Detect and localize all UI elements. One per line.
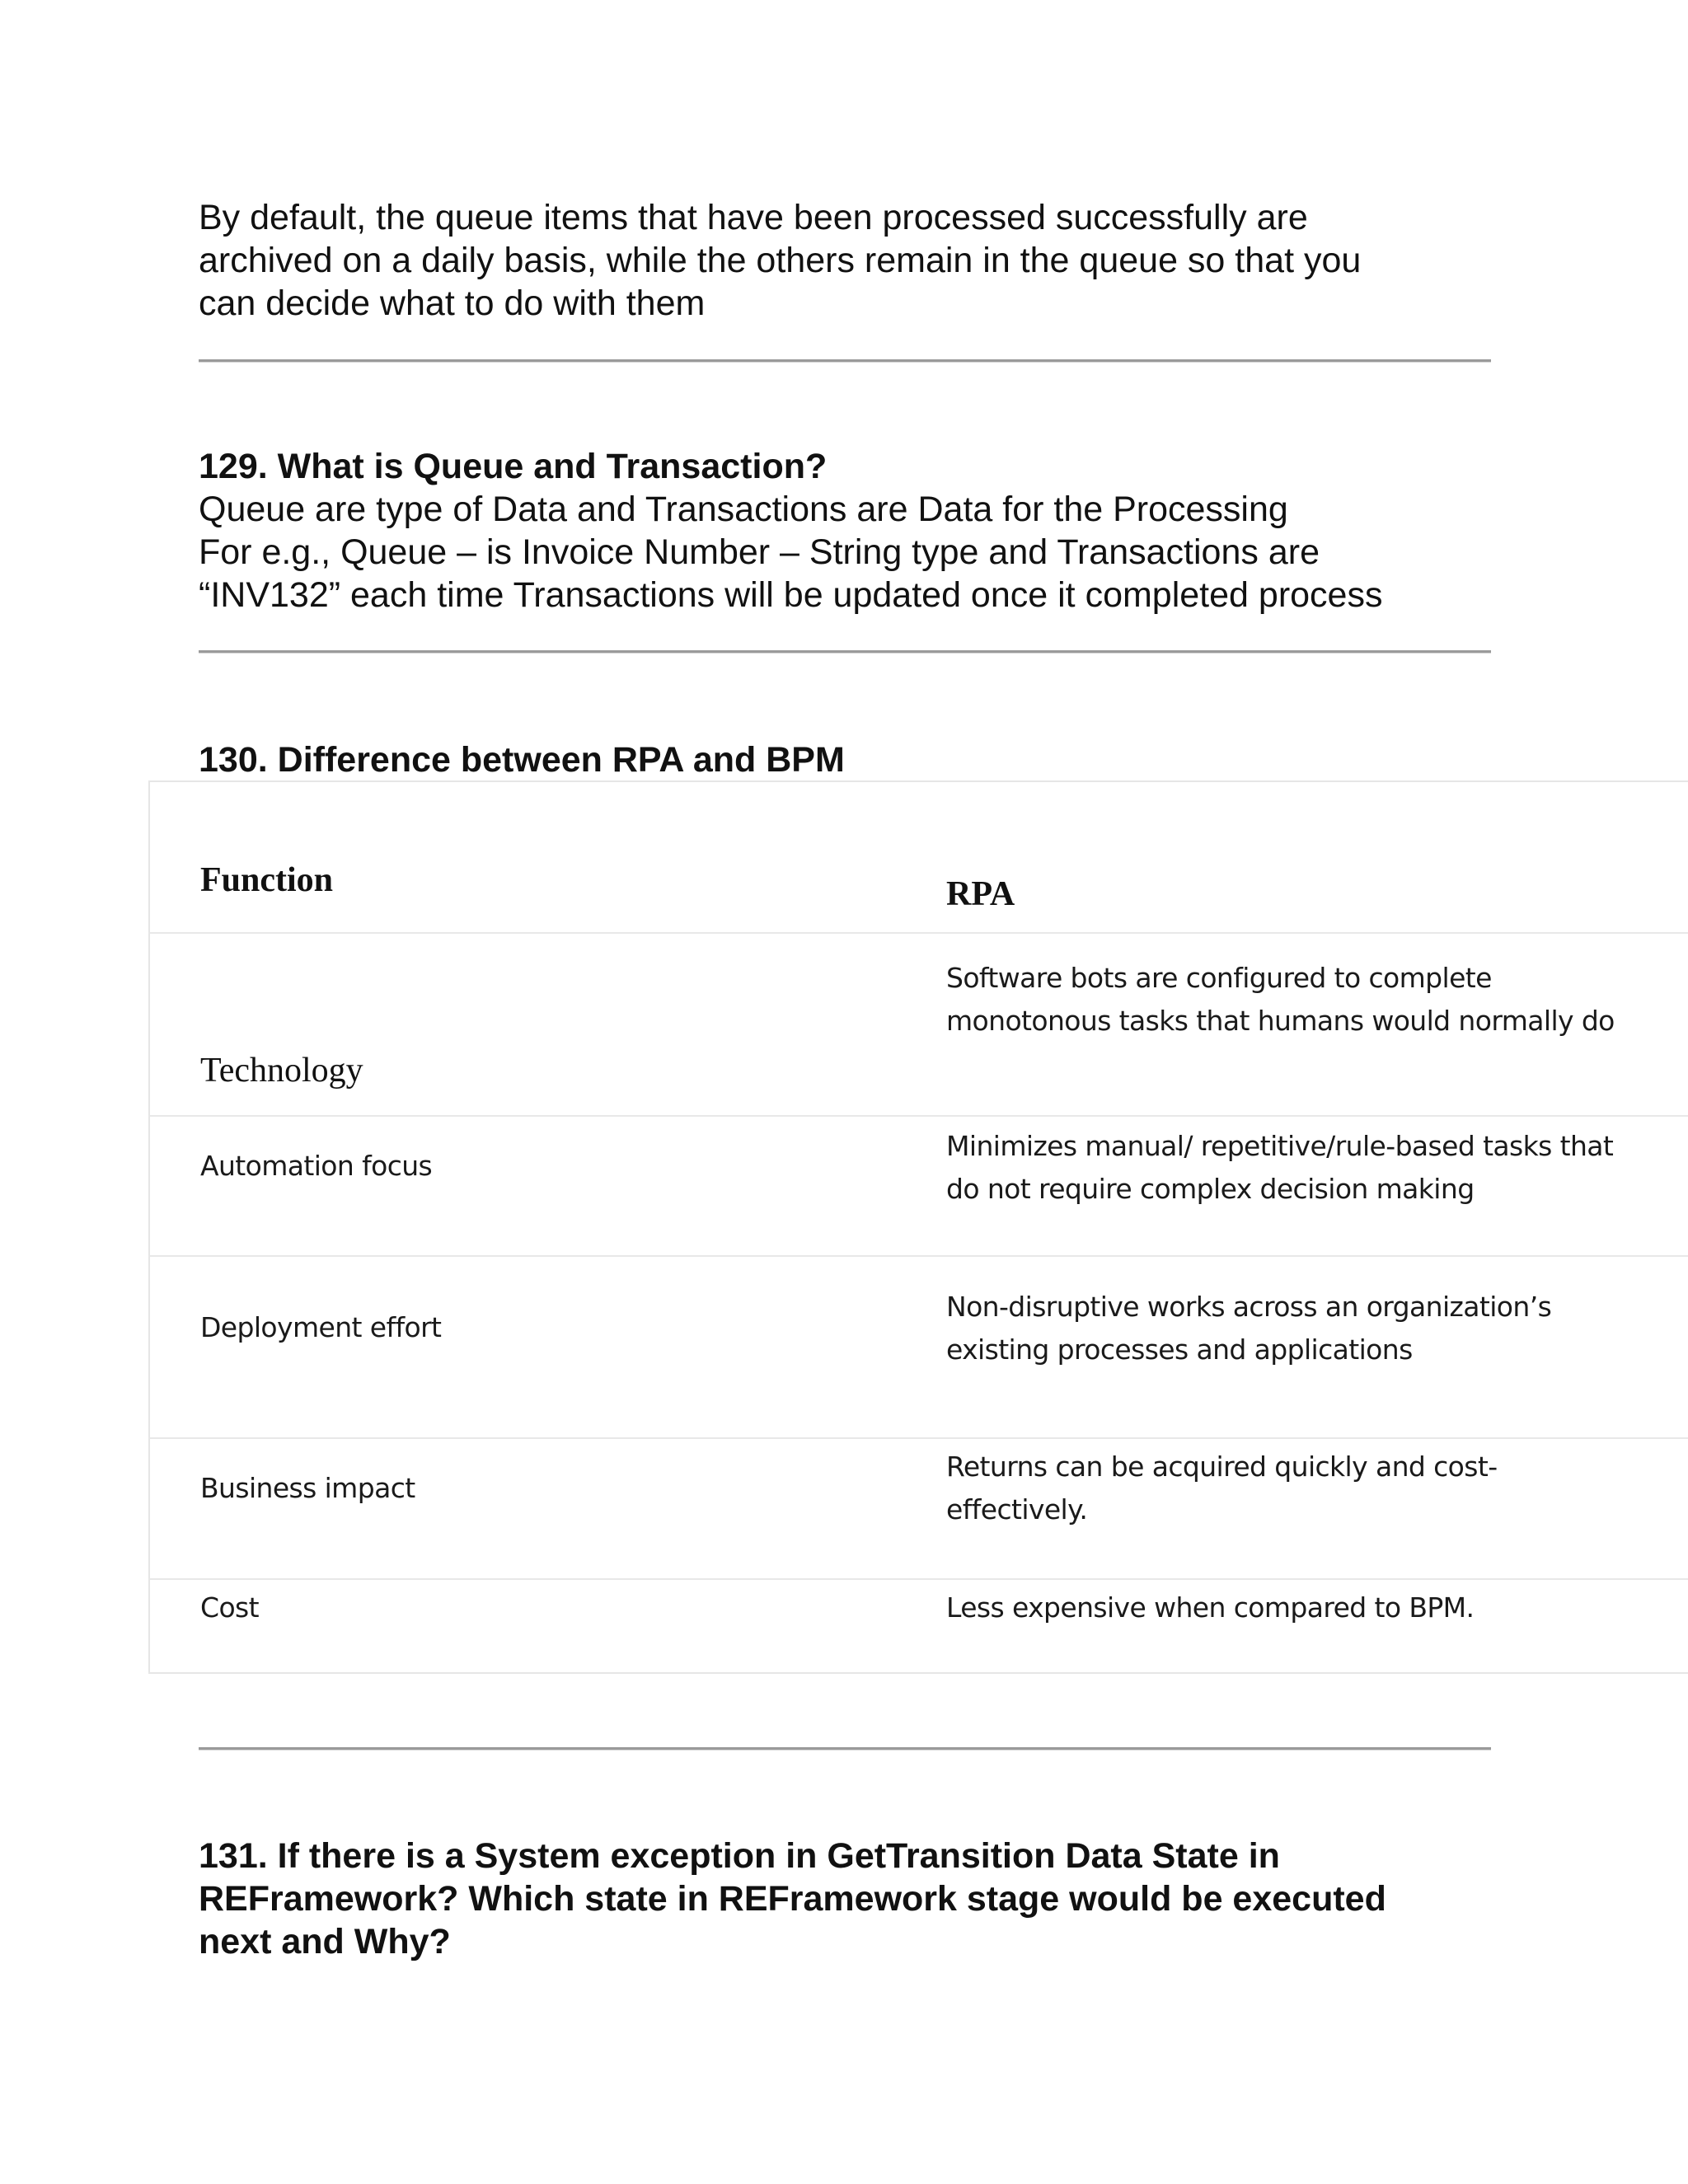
table-row <box>150 934 1688 1117</box>
function-cell: Business impact <box>200 1472 415 1504</box>
heading-line: 131. If there is a System exception in GetTransition Data State in <box>199 1836 1280 1876</box>
rpa-cell <box>946 1446 1655 1531</box>
intro-paragraph <box>199 196 1509 325</box>
table-row <box>150 1117 1688 1257</box>
function-cell: Cost <box>200 1591 259 1624</box>
rpa-cell-line: Returns can be acquired quickly and cost- <box>946 1451 1498 1483</box>
table-row <box>150 1580 1688 1674</box>
question-131-heading <box>199 1835 1517 1963</box>
rpa-cell-line: Less expensive when compared to BPM. <box>946 1591 1475 1624</box>
rpa-cell-line: effectively. <box>946 1493 1088 1526</box>
heading-line: next and Why? <box>199 1922 451 1961</box>
section-divider <box>199 1747 1491 1750</box>
rpa-cell <box>946 1125 1655 1211</box>
rpa-cell-line: monotonous tasks that humans would normally do <box>946 1005 1615 1037</box>
rpa-cell <box>946 1286 1655 1371</box>
heading-line: REFramework? Which state in REFramework stage would be executed <box>199 1879 1386 1919</box>
function-cell: Deployment effort <box>200 1311 442 1343</box>
rpa-cell <box>946 957 1655 1043</box>
question-130-heading: 130. Difference between RPA and BPM <box>199 740 845 780</box>
table-row <box>150 1439 1688 1580</box>
rpa-cell-line: Minimizes manual/ repetitive/rule-based tasks that <box>946 1130 1614 1162</box>
column-header-function: Function <box>200 861 334 899</box>
table-header-row <box>150 782 1688 934</box>
intro-line: By default, the queue items that have been processed successfully are <box>199 198 1308 237</box>
column-header-rpa: RPA <box>946 875 1015 913</box>
answer-line: “INV132” each time Transactions will be updated once it completed process <box>199 575 1383 615</box>
question-129-answer <box>199 488 1509 616</box>
intro-line: archived on a daily basis, while the others remain in the queue so that you <box>199 241 1362 280</box>
answer-line: For e.g., Queue – is Invoice Number – String type and Transactions are <box>199 532 1320 572</box>
section-divider <box>199 650 1491 654</box>
rpa-cell <box>946 1586 1655 1629</box>
section-divider <box>199 359 1491 363</box>
table-row <box>150 1257 1688 1439</box>
function-cell: Technology <box>200 1052 363 1090</box>
answer-line: Queue are type of Data and Transactions are Data for the Processing <box>199 490 1288 529</box>
question-129-heading: 129. What is Queue and Transaction? <box>199 447 828 486</box>
rpa-cell-line: Software bots are configured to complete <box>946 962 1492 994</box>
function-cell: Automation focus <box>200 1150 433 1182</box>
rpa-comparison-table <box>148 780 1688 1674</box>
rpa-cell-line: existing processes and applications <box>946 1333 1413 1366</box>
rpa-cell-line: Non-disruptive works across an organization’s <box>946 1291 1552 1323</box>
intro-line: can decide what to do with them <box>199 284 706 323</box>
rpa-cell-line: do not require complex decision making <box>946 1173 1475 1205</box>
